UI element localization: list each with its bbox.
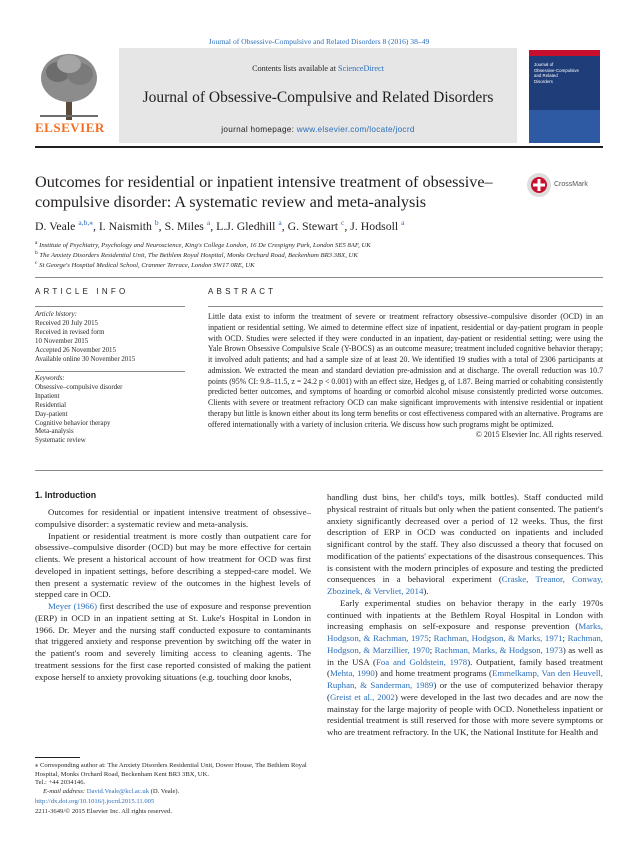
author-list: D. Veale $^{a,b,⁎}$, I. Naismith $^b$, S. Miles $^a$, L.J. Gledhill $^a$, G. Stewart $^c$, J. Hodsoll $^a$ [35, 218, 405, 233]
paragraph [327, 598, 603, 739]
keyword-item: Day-patient [35, 410, 68, 418]
cover-line: Disorders [534, 78, 553, 84]
journal-title: Journal of Obsessive-Compulsive and Related Disorders [142, 89, 494, 106]
keywords-label: Keywords: [35, 375, 65, 382]
abstract-rule [208, 306, 603, 307]
author[interactable] [165, 219, 211, 233]
author-name: S. Miles [164, 218, 204, 233]
paragraph-text: ) as well as in the USA ( [327, 644, 603, 667]
citation-link[interactable]: Rachman, Hodgson, & Marks, 1971 [433, 633, 563, 643]
affiliation [35, 240, 605, 249]
crossmark-badge[interactable] [526, 172, 606, 202]
email-label: E-mail address: [43, 787, 87, 795]
abstract-body [208, 312, 603, 441]
cover-line: Journal of [534, 62, 554, 67]
author-name: J. Hodsoll [350, 218, 399, 233]
paragraph-text: first described the use of exposure and response prevention (ERP) in OCD in an inpatient setting at St. Luke's Hospital in London in 1966. Dr. Meyer and the nursing staff conducted exposure to contaminants that triggered anxiety and response prevention by switching off the water in the patient's room and severely limiting access to cleaning agents. The treatment sessions for the first case reported consisted of making the patient expose herself to anxiety provoking situations (e.g. touching door knobs, [35, 601, 311, 682]
author[interactable] [99, 219, 159, 233]
publisher-logo-text: ELSEVIER [35, 120, 105, 135]
footnote-rule [35, 757, 80, 758]
homepage-prefix: journal homepage: [221, 125, 297, 134]
journal-citation[interactable]: Journal of Obsessive-Compulsive and Related Disorders 8 (2016) 38–49 [208, 37, 430, 46]
paragraph-text: Inpatient or residential treatment is more costly than outpatient care for obsessive–compulsive disorder (OCD) but may be more effective for certain clients. We present a historical account of how treatment for OCD was first developed in inpatient settings, before describing a stepped-care model. We then present a systematic review of the outcomes in the highest levels of stepped care in OCD. [35, 530, 311, 600]
citation-link[interactable]: Rachman, Hodgson, & Marzillier, 1970 [327, 633, 603, 655]
paragraph-text: ) and home treatment programs ( [374, 668, 492, 679]
keyword-item: Meta-analysis [35, 428, 74, 436]
email-link[interactable]: David.Veale@kcl.ac.uk [86, 787, 149, 795]
author-name: I. Naismith [98, 218, 152, 233]
affiliation-sup: c [35, 260, 38, 266]
abstract-heading: ABSTRACT [208, 287, 277, 296]
footnote [35, 762, 311, 796]
citation-link[interactable]: Craske, Treanor, Conway, Zbozinek, & Vervliet, 2014 [327, 574, 603, 596]
info-rule [35, 306, 185, 307]
cover-line: Obsessive-Compulsive [534, 67, 579, 73]
footnote-email [35, 788, 311, 797]
homepage-link[interactable]: www.elsevier.com/locate/jocrd [296, 125, 415, 134]
keyword-item: Obsessive–compulsive disorder [35, 383, 123, 391]
cover-title [534, 62, 596, 84]
history-label: Article history: [35, 311, 77, 318]
affiliation-text: The Anxiety Disorders Residential Unit, The Bethlem Royal Hospital, Monks Orchard Road, Beckenham BR3 3BX, UK [39, 252, 358, 260]
citation-link[interactable]: Mehta, 1990 [329, 668, 375, 679]
paragraph [327, 492, 603, 598]
keyword-item: Inpatient [35, 392, 60, 400]
abstract-bottom-rule [35, 470, 603, 471]
author[interactable] [350, 219, 404, 233]
author[interactable] [216, 219, 282, 233]
paragraph-text: ) were developed in the last two decades and are now the mainstay for the large majority of people with OCD. Nonetheless inpatient or residential treatment is still reserved for those with more severe symptoms or who are treatment refractory. In the UK, the National Institute for Health and [327, 691, 603, 737]
paragraph-text: Outcomes for residential or inpatient intensive treatment of obsessive–compulsive disorder: a systematic review and meta-analysis. [35, 507, 311, 529]
section-rule [35, 277, 603, 278]
citation-link[interactable]: Greist et al., 2002 [329, 691, 395, 702]
email-suffix: (D. Veale). [149, 787, 180, 795]
keywords [35, 375, 190, 446]
info-rule [35, 371, 185, 372]
homepage-line [119, 125, 517, 134]
footnote-text: Tel.: +44 2034146. [35, 779, 86, 787]
footnote-text: ⁎ Corresponding author at: The Anxiety Disorders Residential Unit, Dower House, The Bethlem Royal Hospital, Monks Orchard Road, Beckenham Kent BR3 3BX, UK. [35, 762, 307, 778]
abstract-copyright: © 2015 Elsevier Inc. All rights reserved. [475, 430, 603, 440]
article-history [35, 311, 190, 364]
section-heading: 1. Introduction [35, 490, 97, 500]
author-name: G. Stewart [287, 218, 339, 233]
paragraph-text: ; [562, 633, 568, 643]
author[interactable] [288, 219, 345, 233]
author[interactable] [35, 219, 93, 233]
journal-cover-thumbnail[interactable] [529, 50, 600, 143]
author-sup: a,b,⁎ [78, 218, 93, 227]
header-rule [35, 146, 603, 148]
history-item: Available online 30 November 2015 [35, 355, 136, 363]
cover-line: and Related [534, 73, 558, 78]
paragraph-text: handling dust bins, her child's toys, milk bottles). Staff conducted mild physical restraint of rituals but only when the patient consented. The patient's anxiety significantly decreased over a period of 12 weeks. Thus, the first description of ERP in OCD was conducted on inpatients and included significant control by the staff. They also discussed a theory that focused on modification of the patients' expectations of the disastrous consequences. This is consistent with the modern principles of exposure and testing the predicted consequences in a behavioral experiment ( [327, 492, 603, 585]
citation-link[interactable]: Meyer (1966) [48, 601, 98, 611]
paragraph-text: Early experimental studies on behavior therapy in the early 1970s continued with inpatients at the Bethlem Royal Hospital in London with increasing emphasis on self-exposure and response prevention ( [327, 597, 603, 632]
author-sup: c [341, 218, 345, 227]
body-column-right [327, 492, 603, 739]
cover-stripe [529, 110, 600, 143]
cover-stripe [529, 50, 600, 56]
paragraph-text: ) or the use of computerized behavior therapy ( [327, 680, 604, 702]
elsevier-tree-logo-icon [36, 50, 102, 122]
article-info-heading: ARTICLE INFO [35, 287, 129, 296]
doi-link[interactable]: http://dx.doi.org/10.1016/j.jocrd.2015.11.005 [35, 798, 155, 805]
affiliation-sup: b [35, 250, 38, 256]
paragraph [35, 507, 311, 531]
author-sup: a [401, 218, 405, 227]
citation-link[interactable]: Emmelkamp, Van den Heuvell, Ruphan, & Sanderman, 1989 [327, 668, 603, 690]
contents-prefix: Contents lists available at [252, 64, 339, 73]
history-item: Received in revised form [35, 328, 105, 336]
affiliation [35, 260, 605, 269]
citation-link[interactable]: Rachman, Marks, & Hodgson, 1973 [434, 644, 563, 655]
sciencedirect-link[interactable]: ScienceDirect [338, 64, 384, 73]
contents-line [119, 64, 517, 73]
paragraph [35, 601, 311, 683]
citation-link[interactable]: Foa and Goldstein, 1978 [375, 656, 468, 667]
paragraph-text: ). [423, 586, 429, 596]
keyword-item: Residential [35, 401, 67, 409]
author-sup: a [278, 218, 282, 227]
keyword-item: Cognitive behavior therapy [35, 419, 111, 427]
author-name: D. Veale [35, 218, 76, 233]
affiliation-text: Institute of Psychiatry, Psychology and Neuroscience, King's College London, 16 De Crespigny Park, London SE5 8AF, UK [39, 242, 371, 250]
issn-copyright: 2211-3649/© 2015 Elsevier Inc. All rights reserved. [35, 808, 172, 815]
history-item: 10 November 2015 [35, 337, 89, 345]
paragraph-text: ; [428, 633, 434, 643]
author-sup: a [206, 218, 211, 227]
paragraph [35, 531, 311, 602]
author-sup: b [154, 218, 159, 227]
crossmark-label: CrossMark [554, 181, 588, 188]
affiliation [35, 250, 605, 259]
history-item: Accepted 26 November 2015 [35, 346, 116, 354]
affiliation-text: St George's Hospital Medical School, Cranmer Terrace, London SW17 0RE, UK [39, 262, 255, 270]
author-name: L.J. Gledhill [216, 218, 276, 233]
article-title: Outcomes for residential or inpatient intensive treatment of obsessive–compulsive disorder: A systematic review and meta-analysis [35, 173, 493, 211]
crossmark-icon [526, 172, 552, 198]
affiliation-sup: a [35, 240, 38, 246]
history-item: Received 20 July 2015 [35, 319, 98, 327]
paragraph-text: ; [429, 644, 435, 655]
paragraph-text: ). Outpatient, family based treatment ( [327, 656, 604, 679]
body-column-left [35, 507, 311, 683]
abstract-text: Little data exist to inform the treatment of severe or treatment refractory obsessive–compulsive disorder (OCD) in an inpatient or residential setting. We aimed to determine effect size of inpatient, residential or day-patient program in people with OCD. Studies were selected if they were conducted in an inpatient, day-patient or residential setting; were using the Yale Brown Obsessive Compulsive Scale (Y-BOCS) as an outcome measure; treatment included cognitive behavior therapy; it involved adult patients; and had a sample size of at least 20. We identified 19 studies with a total of 2306 participants at admission. We extracted the mean and standard deviation pre-admission and at discharge. The overall reduction was 10.7 points (95% CI: 9.8–11.5, z = 24.2 p < 0.001) with an effect size, Hedges g, of 1.87. Being married or cohabiting consistently predicted better outcomes, and symptoms of hoarding or comorbid alcohol misuse consistently predicted worse outcomes. Clients with severe or treatment refractory OCD can make significant improvements with intensive residential or inpatient therapy but little is known either about its long term benefits or cost effectiveness compared with an alternative. Programs are offered internationally with a variety of inclusion criteria. We discuss how such programs might be optimized. [208, 312, 603, 429]
keyword-item: Systematic review [35, 437, 86, 445]
citation-link[interactable]: Marks, Hodgson, & Rachman, 1975 [327, 621, 603, 643]
